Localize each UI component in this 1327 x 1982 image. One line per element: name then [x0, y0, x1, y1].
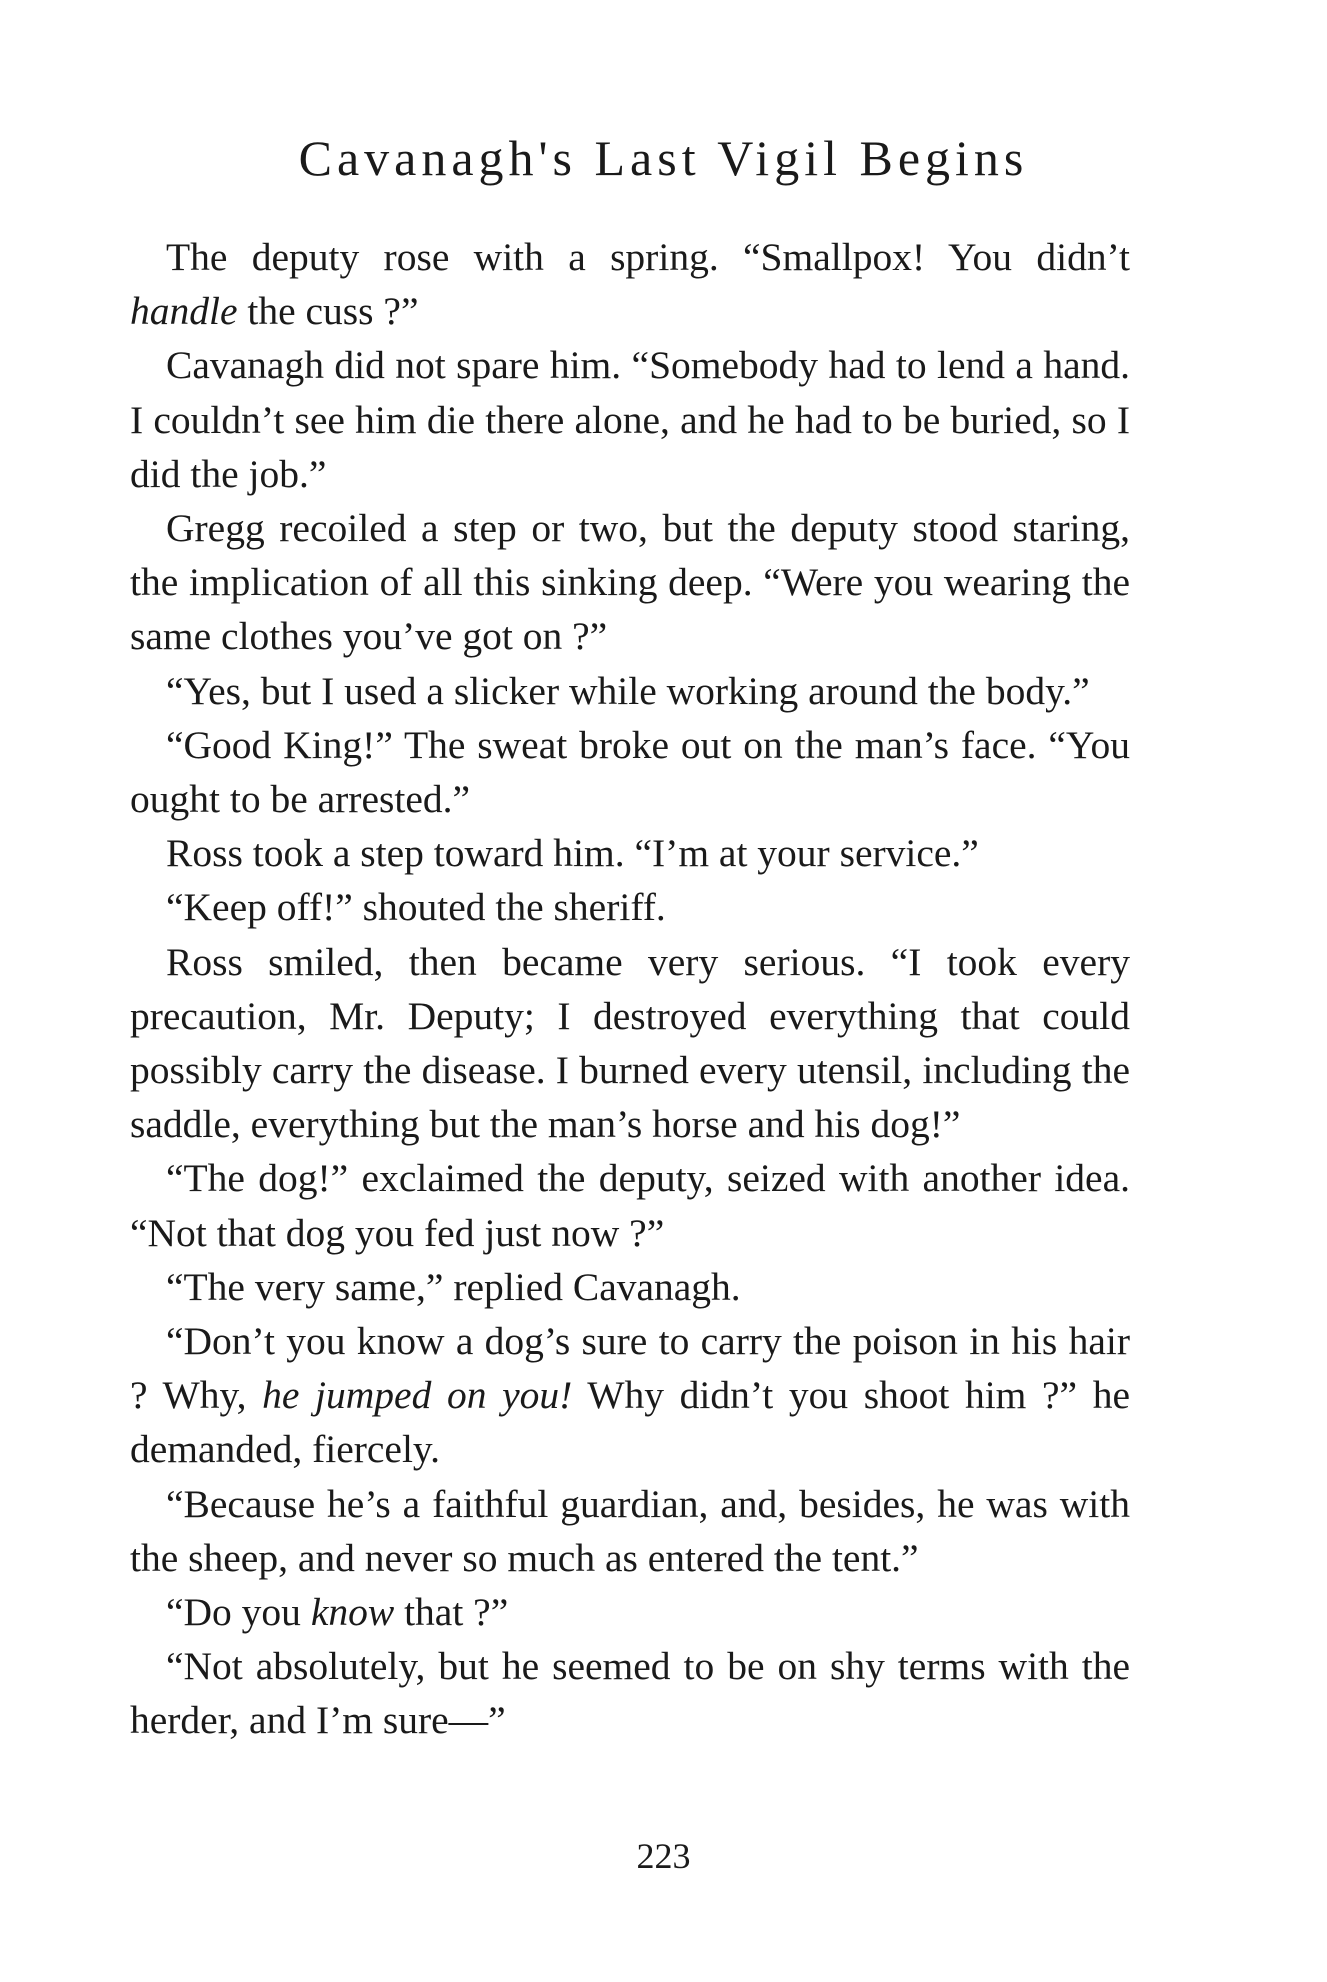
text-span: “The dog!” exclaimed the deputy, seized with another idea. “Not that dog you fed just now ?”	[130, 1156, 1130, 1255]
text-span: Ross took a step toward him. “I’m at your service.”	[166, 831, 979, 876]
text-span: Ross smiled, then became very serious. “I took every precaution, Mr. Deputy; I destroyed everything that could possibly carry the disease. I burned every utensil, including the saddle, everything but the man’s horse and his dog!”	[130, 939, 1130, 1147]
text-span: the cuss ?”	[237, 289, 419, 334]
text-span: “Yes, but I used a slicker while working around the body.”	[166, 668, 1090, 713]
text-span: that ?”	[394, 1590, 509, 1635]
paragraph	[130, 1585, 1130, 1639]
paragraph	[130, 1260, 1130, 1314]
text-span: The deputy rose with a spring. “Smallpox! You didn’t	[166, 235, 1130, 279]
body-text	[130, 230, 1130, 1748]
paragraph	[130, 826, 1130, 880]
text-span: “The very same,” replied Cavanagh.	[166, 1264, 741, 1309]
running-head: Cavanagh's Last Vigil Begins	[298, 130, 1029, 186]
text-span: “Not absolutely, but he seemed to be on shy terms with the herder, and I’m sure—”	[130, 1644, 1130, 1743]
italic-text: he jumped on you!	[262, 1373, 573, 1418]
paragraph	[130, 880, 1130, 934]
italic-text: know	[310, 1590, 395, 1635]
text-span: “Because he’s a faithful guardian, and, besides, he was with the sheep, and never so much as entered the tent.”	[130, 1481, 1130, 1580]
paragraph	[130, 718, 1130, 826]
paragraph	[130, 1314, 1130, 1477]
text-span: Why didn’t you shoot him ?” he demanded, fiercely.	[130, 1373, 1130, 1472]
paragraph	[130, 1639, 1130, 1747]
paragraph	[130, 664, 1130, 718]
paragraph	[130, 501, 1130, 664]
text-span: “Good King!” The sweat broke out on the man’s face. “You ought to be arrested.”	[130, 722, 1130, 822]
paragraph	[130, 1151, 1130, 1259]
paragraph	[130, 1477, 1130, 1585]
paragraph	[130, 338, 1130, 501]
text-span: “Keep off!” shouted the sheriff.	[166, 885, 666, 930]
paragraph	[130, 230, 1130, 338]
text-span: “Don’t you know a dog’s sure to carry the poison in his hair ? Why,	[130, 1319, 1130, 1418]
text-span: Cavanagh did not spare him. “Somebody had to lend a hand. I couldn’t see him die there alone, and he had to be buried, so I did the job.”	[130, 343, 1130, 496]
italic-text: handle	[130, 289, 238, 334]
page-number: 223	[636, 1836, 691, 1876]
paragraph	[130, 935, 1130, 1152]
text-span: “Do you	[166, 1590, 311, 1635]
text-span: Gregg recoiled a step or two, but the deputy stood staring, the implication of all this sinking deep. “Were you wearing the same clothes you’ve got on ?”	[130, 506, 1130, 659]
